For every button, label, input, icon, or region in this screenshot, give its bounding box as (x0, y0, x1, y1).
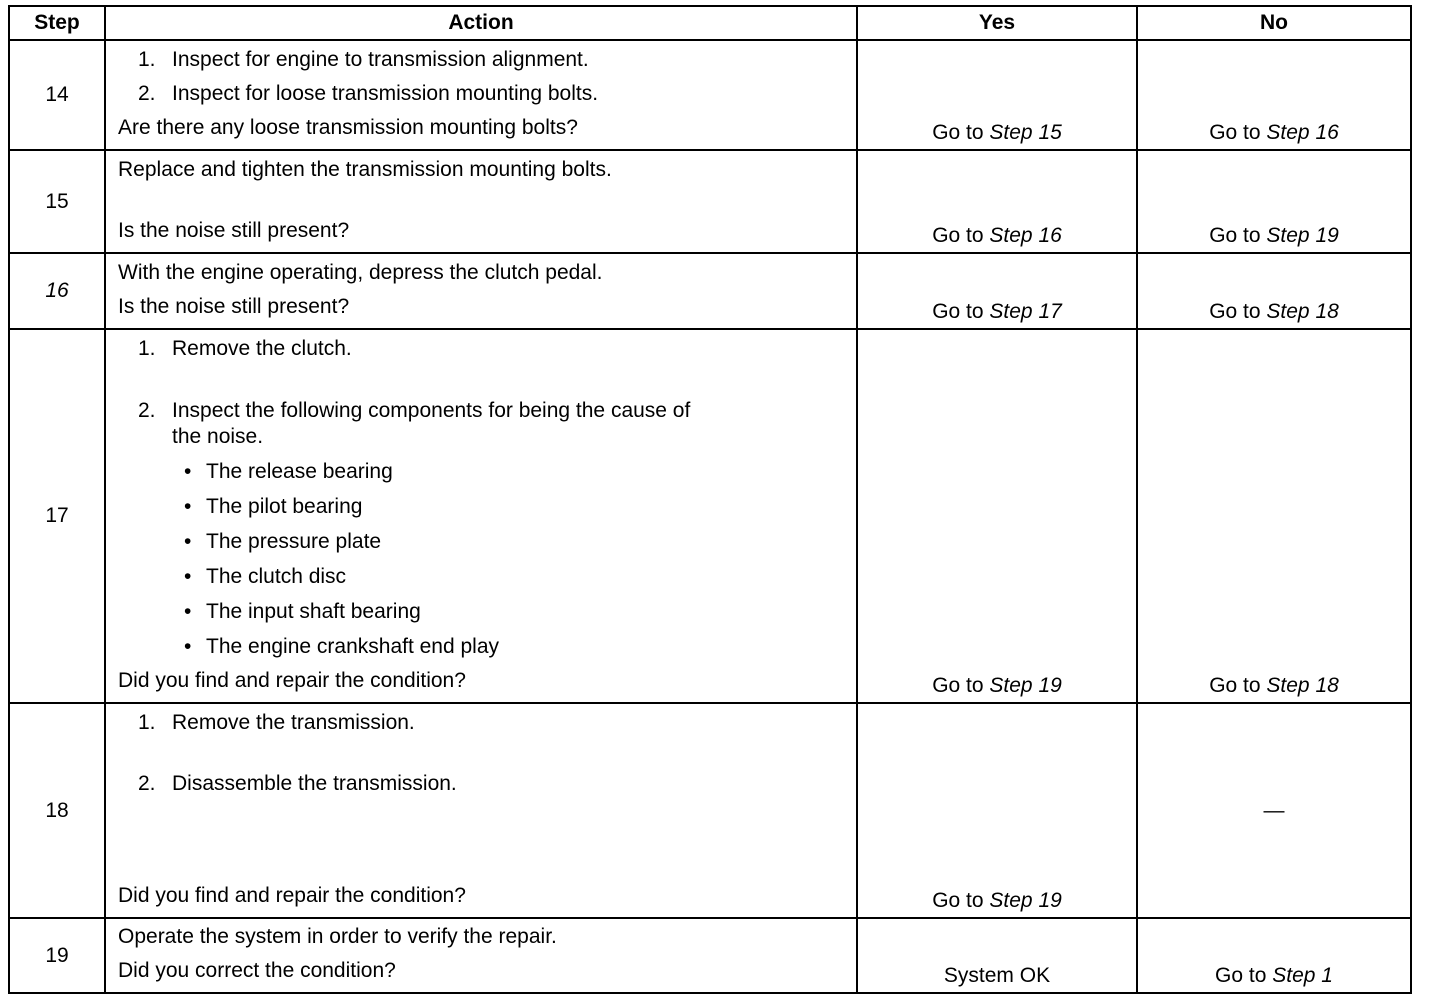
table-row-step-18 (9, 703, 1411, 918)
step-link: Step 16 (989, 224, 1062, 247)
step-link: Step 18 (1266, 300, 1339, 323)
question-text: Are there any loose transmission mounting bolts? (118, 116, 578, 139)
question-text: Did you find and repair the condition? (118, 669, 466, 692)
numbered-item-text-continued: the noise. (172, 425, 264, 448)
list-item-text: The input shaft bearing (206, 600, 421, 623)
step-link: Step 15 (989, 121, 1062, 144)
system-ok-text: System OK (943, 964, 1051, 987)
step-number: 15 (9, 150, 105, 253)
list-item: • The pressure plate (184, 530, 382, 553)
yes-cell (857, 253, 1137, 329)
numbered-item: 2. Inspect the following components for being the cause of (138, 399, 691, 422)
yes-cell (857, 329, 1137, 703)
step-link: Step 1 (1272, 964, 1333, 987)
diagnostic-table (8, 5, 1412, 994)
step-link: Step 17 (989, 300, 1062, 323)
go-to-label: Go to (1209, 224, 1261, 247)
step-number: 14 (9, 40, 105, 150)
diagnostic-table-page (8, 5, 1412, 987)
step-number: 19 (9, 918, 105, 993)
question-text: Did you find and repair the condition? (118, 884, 466, 907)
list-item-text: The pressure plate (206, 530, 382, 553)
no-cell (1137, 253, 1411, 329)
step-link: Step 19 (1266, 224, 1339, 247)
action-cell (105, 253, 857, 329)
no-cell (1137, 150, 1411, 253)
numbered-item-text: Inspect for loose transmission mounting bolts. (172, 82, 599, 105)
list-item-text: The clutch disc (206, 565, 347, 588)
no-cell (1137, 703, 1411, 918)
yes-cell (857, 918, 1137, 993)
step-link: Step 19 (989, 889, 1062, 912)
action-cell (105, 918, 857, 993)
header-row (9, 6, 1411, 40)
list-item-text: The engine crankshaft end play (206, 635, 500, 658)
numbered-item: 1. Remove the clutch. (138, 337, 352, 360)
step-link: Step 18 (1266, 674, 1339, 697)
instruction-text: Operate the system in order to verify the repair. (118, 925, 557, 948)
table-row-step-15 (9, 150, 1411, 253)
list-item: • The engine crankshaft end play (184, 635, 500, 658)
question-text: Is the noise still present? (118, 219, 350, 242)
go-to-label: Go to (1209, 300, 1261, 323)
numbered-item-text: Remove the transmission. (172, 711, 415, 734)
numbered-item-text: Inspect for engine to transmission alignment. (172, 48, 589, 71)
yes-cell (857, 703, 1137, 918)
table-row-step-19 (9, 918, 1411, 993)
go-to-label: Go to (932, 224, 984, 247)
step-number: 18 (9, 703, 105, 918)
step-number: 17 (9, 329, 105, 703)
numbered-item-text: Disassemble the transmission. (172, 772, 457, 795)
go-to-label: Go to (1209, 674, 1261, 697)
go-to-label: Go to (932, 889, 984, 912)
numbered-item: 1. Remove the transmission. (138, 711, 415, 734)
table-row-step-16 (9, 253, 1411, 329)
go-to-label: Go to (932, 674, 984, 697)
go-to-label: Go to (1209, 121, 1261, 144)
instruction-text: With the engine operating, depress the clutch pedal. (118, 261, 603, 284)
go-to-label: Go to (1215, 964, 1267, 987)
action-cell (105, 40, 857, 150)
go-to-label: Go to (932, 300, 984, 323)
numbered-item: 2. Inspect for loose transmission mounting bolts. (138, 82, 599, 105)
action-cell (105, 703, 857, 918)
numbered-item: 2. Disassemble the transmission. (138, 772, 457, 795)
list-item: • The clutch disc (184, 565, 347, 588)
question-text: Is the noise still present? (118, 295, 350, 318)
numbered-item-text: Inspect the following components for being the cause of (172, 399, 691, 422)
list-item: • The pilot bearing (184, 495, 363, 518)
question-text: Did you correct the condition? (118, 959, 396, 982)
no-action-dash: — (1263, 798, 1285, 822)
yes-cell (857, 40, 1137, 150)
numbered-item-text: Remove the clutch. (172, 337, 352, 360)
list-item-text: The pilot bearing (206, 495, 363, 518)
no-cell (1137, 918, 1411, 993)
header-yes: Yes (857, 6, 1137, 40)
no-cell (1137, 40, 1411, 150)
list-item: • The input shaft bearing (184, 600, 421, 623)
action-cell (105, 329, 857, 703)
step-link: Step 16 (1266, 121, 1339, 144)
action-cell (105, 150, 857, 253)
instruction-text: Replace and tighten the transmission mounting bolts. (118, 158, 612, 181)
list-item-text: The release bearing (206, 460, 393, 483)
list-item: • The release bearing (184, 460, 393, 483)
no-cell (1137, 329, 1411, 703)
table-row-step-14 (9, 40, 1411, 150)
header-action: Action (105, 6, 857, 40)
numbered-item: 1. Inspect for engine to transmission alignment. (138, 48, 589, 71)
step-link: Step 19 (989, 674, 1062, 697)
yes-cell (857, 150, 1137, 253)
header-no: No (1137, 6, 1411, 40)
go-to-label: Go to (932, 121, 984, 144)
header-step: Step (9, 6, 105, 40)
step-number: 16 (9, 253, 105, 329)
table-row-step-17 (9, 329, 1411, 703)
